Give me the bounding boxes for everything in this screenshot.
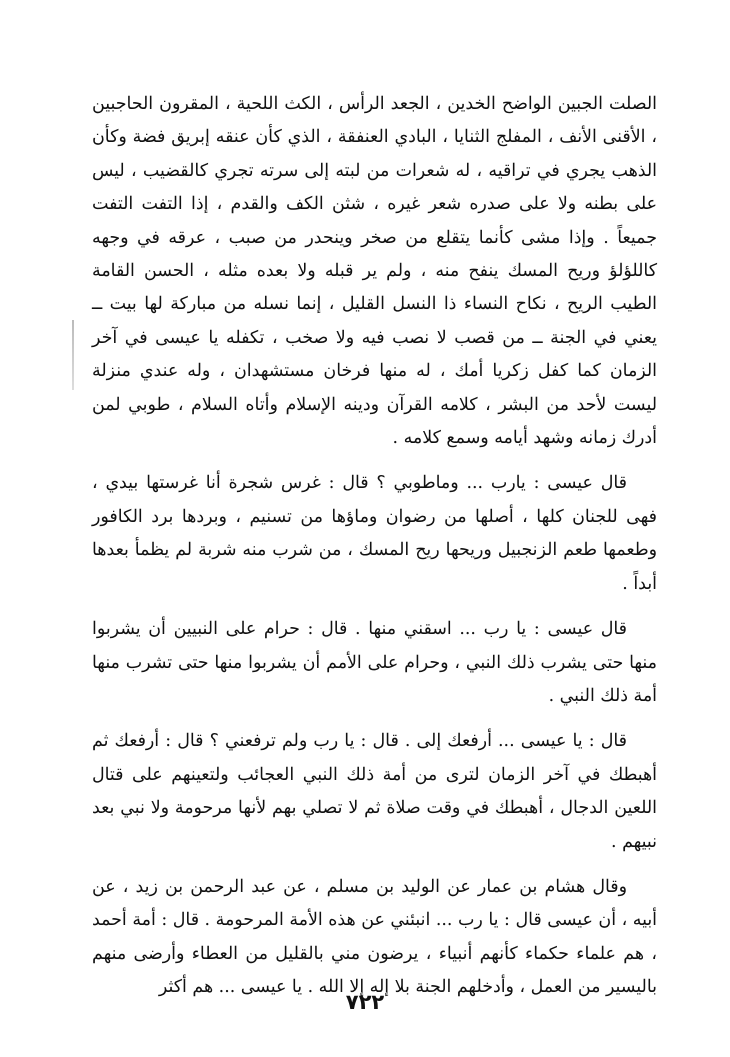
scan-edge-mark	[72, 320, 74, 390]
paragraph-4: قال : يا عيسى ... أرفعك إلى . قال : يا رب ولم ترفعني ؟ قال : أرفعك ثم أهبطك في آخر الزمان لترى من أمة ذلك النبي العجائب ولتعينهم على قتال اللعين الدجال ، أهبطك في وقت صلاة ثم لا تصلي بهم لأنها مرحومة ولا نبي بعد نبيهم .	[92, 731, 657, 852]
paragraph-5: وقال هشام بن عمار عن الوليد بن مسلم ، عن عبد الرحمن بن زيد ، عن أبيه ، أن عيسى قال : يا رب ... انبئني عن هذه الأمة المرحومة . قال : أمة أحمد ، هم علماء حكماء كأنهم أنبياء ، يرضون مني بالقليل من العطاء وأرضى منهم باليسير من العمل ، وأدخلهم الجنة بلا إله إلا الله . يا عيسى ... هم أكثر	[92, 876, 657, 998]
page-body	[92, 88, 657, 1005]
page-number: ٧٢٢	[345, 990, 385, 1014]
paragraph-3: قال عيسى : يا رب ... اسقني منها . قال : حرام على النبيين أن يشربوا منها حتى يشرب ذلك النبي ، وحرام على الأمم أن يشربوا منها حتى تشرب منها أمة ذلك النبي .	[92, 619, 657, 706]
paragraph-1: الصلت الجبين الواضح الخدين ، الجعد الرأس ، الكث اللحية ، المقرون الحاجبين ، الأقنى الأنف ، المفلج الثنايا ، البادي العنفقة ، الذي كأن عنقه إبريق فضة وكأن الذهب يجري في تراقيه ، له شعرات من لبته إلى سرته تجري كالقضيب ، ليس على بطنه ولا على صدره شعر غيره ، شثن الكف والقدم ، إذا التفت التفت جميعاً . وإذا مشى كأنما يتقلع من صخر وينحدر من صبب ، عرقه في وجهه كاللؤلؤ وريح المسك ينفح منه ، ولم ير قبله ولا بعده مثله ، الحسن القامة الطيب الريح ، نكاح النساء ذا النسل القليل ، إنما نسله من مباركة لها بيت ــ يعني في الجنة ــ من قصب لا نصب فيه ولا صخب ، تكفله يا عيسى في آخر الزمان كما كفل زكريا أمك ، له منها فرخان مستشهدان ، وله عندي منزلة ليست لأحد من البشر ، كلامه القرآن ودينه الإسلام وأتاه السلام ، طوبي لمن أدرك زمانه وشهد أيامه وسمع كلامه .	[92, 94, 657, 449]
paragraph-2: قال عيسى : يارب ... وماطوبي ؟ قال : غرس شجرة أنا غرستها بيدي ، فهى للجنان كلها ، أصلها من رضوان وماؤها من تسنيم ، وبردها برد الكافور وطعمها طعم الزنجبيل وريحها ريح المسك ، من شرب منه شربة لم يظمأ بعدها أبداً .	[92, 473, 657, 594]
